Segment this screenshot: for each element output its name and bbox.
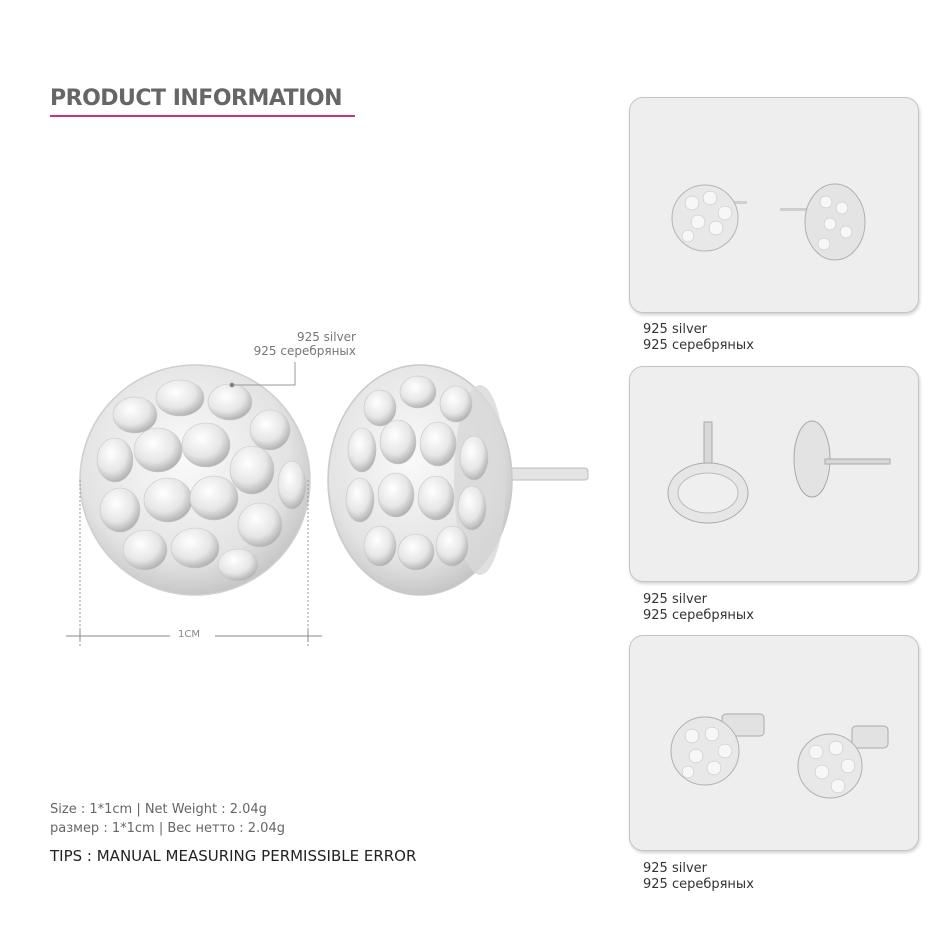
- gallery-panel-front: [629, 97, 919, 313]
- caption-line-en: 925 silver: [643, 592, 707, 607]
- left-earring-disc: [80, 365, 310, 595]
- earring-photo-2: [630, 367, 918, 581]
- specs-line-ru: размер : 1*1cm | Вес нетто : 2.04g: [50, 821, 285, 836]
- callout-line-ru: 925 серебряных: [253, 344, 356, 358]
- product-specs: [50, 800, 285, 838]
- dimension-label: 1CM: [178, 629, 200, 640]
- gallery-caption-2: [643, 592, 754, 624]
- right-earring-disc: [328, 365, 588, 595]
- material-callout: [226, 330, 356, 358]
- gallery-panel-side: [629, 366, 919, 582]
- gallery-caption-3: [643, 861, 754, 893]
- title-underline: [50, 115, 355, 117]
- gallery-caption-1: [643, 322, 754, 354]
- measuring-tip: TIPS : MANUAL MEASURING PERMISSIBLE ERROR: [50, 847, 417, 865]
- caption-line-ru: 925 серебряных: [643, 608, 754, 623]
- callout-line-en: 925 silver: [296, 330, 356, 344]
- earring-photo-3: [630, 636, 918, 850]
- page-title: PRODUCT INFORMATION: [50, 86, 342, 111]
- caption-line-ru: 925 серебряных: [643, 877, 754, 892]
- earring-photo-1: [630, 98, 918, 312]
- gallery-panel-backs: [629, 635, 919, 851]
- specs-line-en: Size : 1*1cm | Net Weight : 2.04g: [50, 802, 267, 817]
- caption-line-en: 925 silver: [643, 861, 707, 876]
- earring-pair-main-image: [60, 320, 620, 660]
- caption-line-ru: 925 серебряных: [643, 338, 754, 353]
- caption-line-en: 925 silver: [643, 322, 707, 337]
